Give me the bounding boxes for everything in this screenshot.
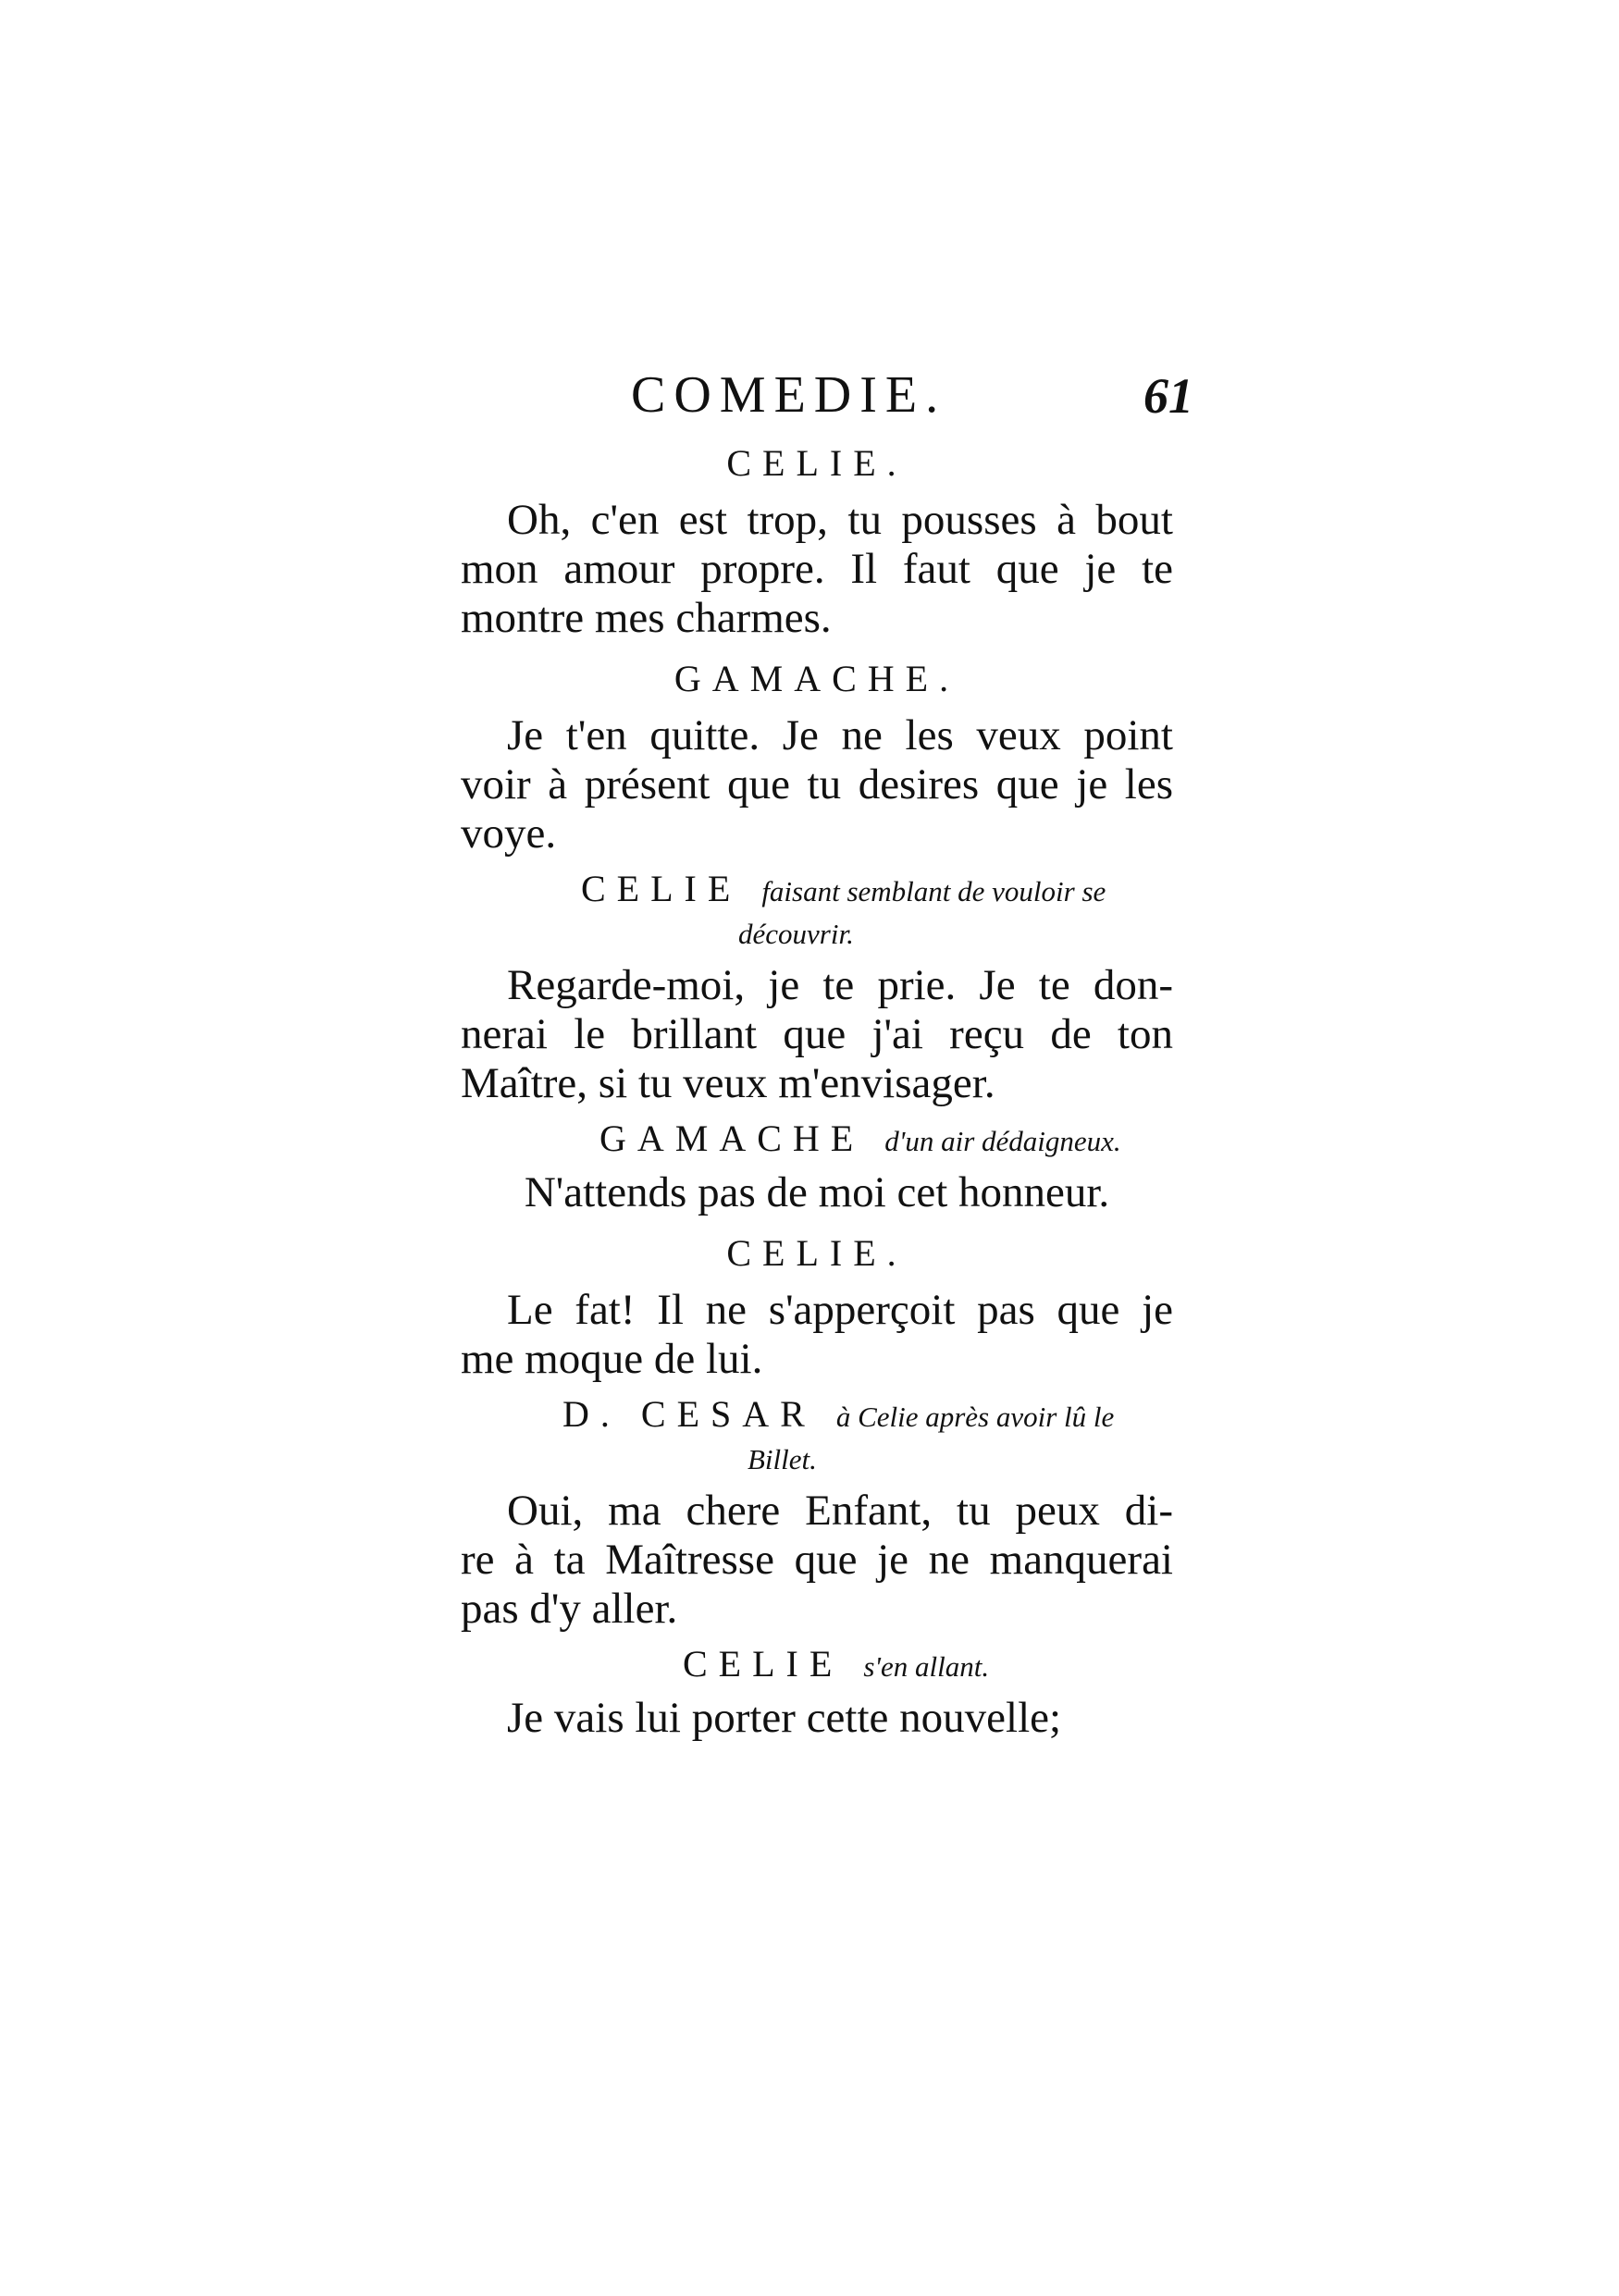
- speaker-name: CELIE.: [726, 442, 908, 484]
- speech-line: N'attends pas de moi cet honneur.: [524, 1168, 1110, 1216]
- speaker-heading: [461, 652, 1173, 706]
- stage-direction: à Celie après avoir lû le: [835, 1401, 1115, 1433]
- speaker-heading: [461, 868, 1173, 956]
- speaker-heading: [461, 1227, 1173, 1280]
- speech-line: montre mes charmes.: [461, 594, 832, 642]
- speaker-name: CELIE.: [726, 1232, 908, 1274]
- speech-line: Oh, c'en est trop, tu pousses à bout: [507, 496, 1173, 544]
- speaker-name: GAMACHE: [599, 1117, 865, 1159]
- speech: [461, 1487, 1173, 1634]
- speech-line: Maître, si tu veux m'envisager.: [461, 1059, 995, 1107]
- stage-direction-continued: découvrir.: [738, 918, 854, 950]
- speech-line: Regarde-moi, je te prie. Je te don-: [507, 961, 1173, 1009]
- speech-line: voye.: [461, 809, 557, 858]
- speaker-heading: [461, 1643, 1173, 1688]
- stage-direction: faisant semblant de vouloir se: [761, 875, 1106, 907]
- speech: [461, 496, 1173, 643]
- speech-line: Je vais lui porter cette nouvelle;: [507, 1694, 1062, 1742]
- speech: [461, 711, 1173, 858]
- speaker-name: CELIE: [683, 1643, 844, 1685]
- speech-line: Je t'en quitte. Je ne les veux point: [507, 711, 1173, 759]
- stage-direction-continued: Billet.: [748, 1443, 817, 1475]
- speaker-name: CELIE: [581, 868, 742, 909]
- speech-line: me moque de lui.: [461, 1335, 763, 1383]
- speech-line: re à ta Maîtresse que je ne manquerai: [461, 1536, 1173, 1584]
- speech-line: voir à présent que tu desires que je les: [461, 760, 1173, 809]
- speaker-heading: [461, 1117, 1173, 1163]
- speech-line: pas d'y aller.: [461, 1585, 678, 1633]
- speaker-heading: [461, 1393, 1173, 1481]
- speech: [461, 1694, 1173, 1743]
- speech: [461, 1286, 1173, 1384]
- speech: [461, 961, 1173, 1108]
- stage-direction: s'en allant.: [863, 1650, 990, 1683]
- speech: [461, 1168, 1173, 1217]
- speech-line: Oui, ma chere Enfant, tu peux di-: [507, 1487, 1173, 1535]
- stage-direction: d'un air dédaigneux.: [884, 1125, 1121, 1157]
- speech-line: nerai le brillant que j'ai reçu de ton: [461, 1010, 1173, 1058]
- play-text: [461, 427, 1173, 1750]
- speech-line: Le fat! Il ne s'apperçoit pas que je: [507, 1286, 1173, 1334]
- speaker-heading: [461, 437, 1173, 490]
- speech-line: mon amour propre. Il faut que je te: [461, 545, 1173, 593]
- page-number: 61: [1143, 368, 1193, 424]
- running-title: COMEDIE.: [631, 366, 947, 424]
- speaker-name: D. CESAR: [562, 1393, 816, 1435]
- speaker-name: GAMACHE.: [674, 658, 960, 699]
